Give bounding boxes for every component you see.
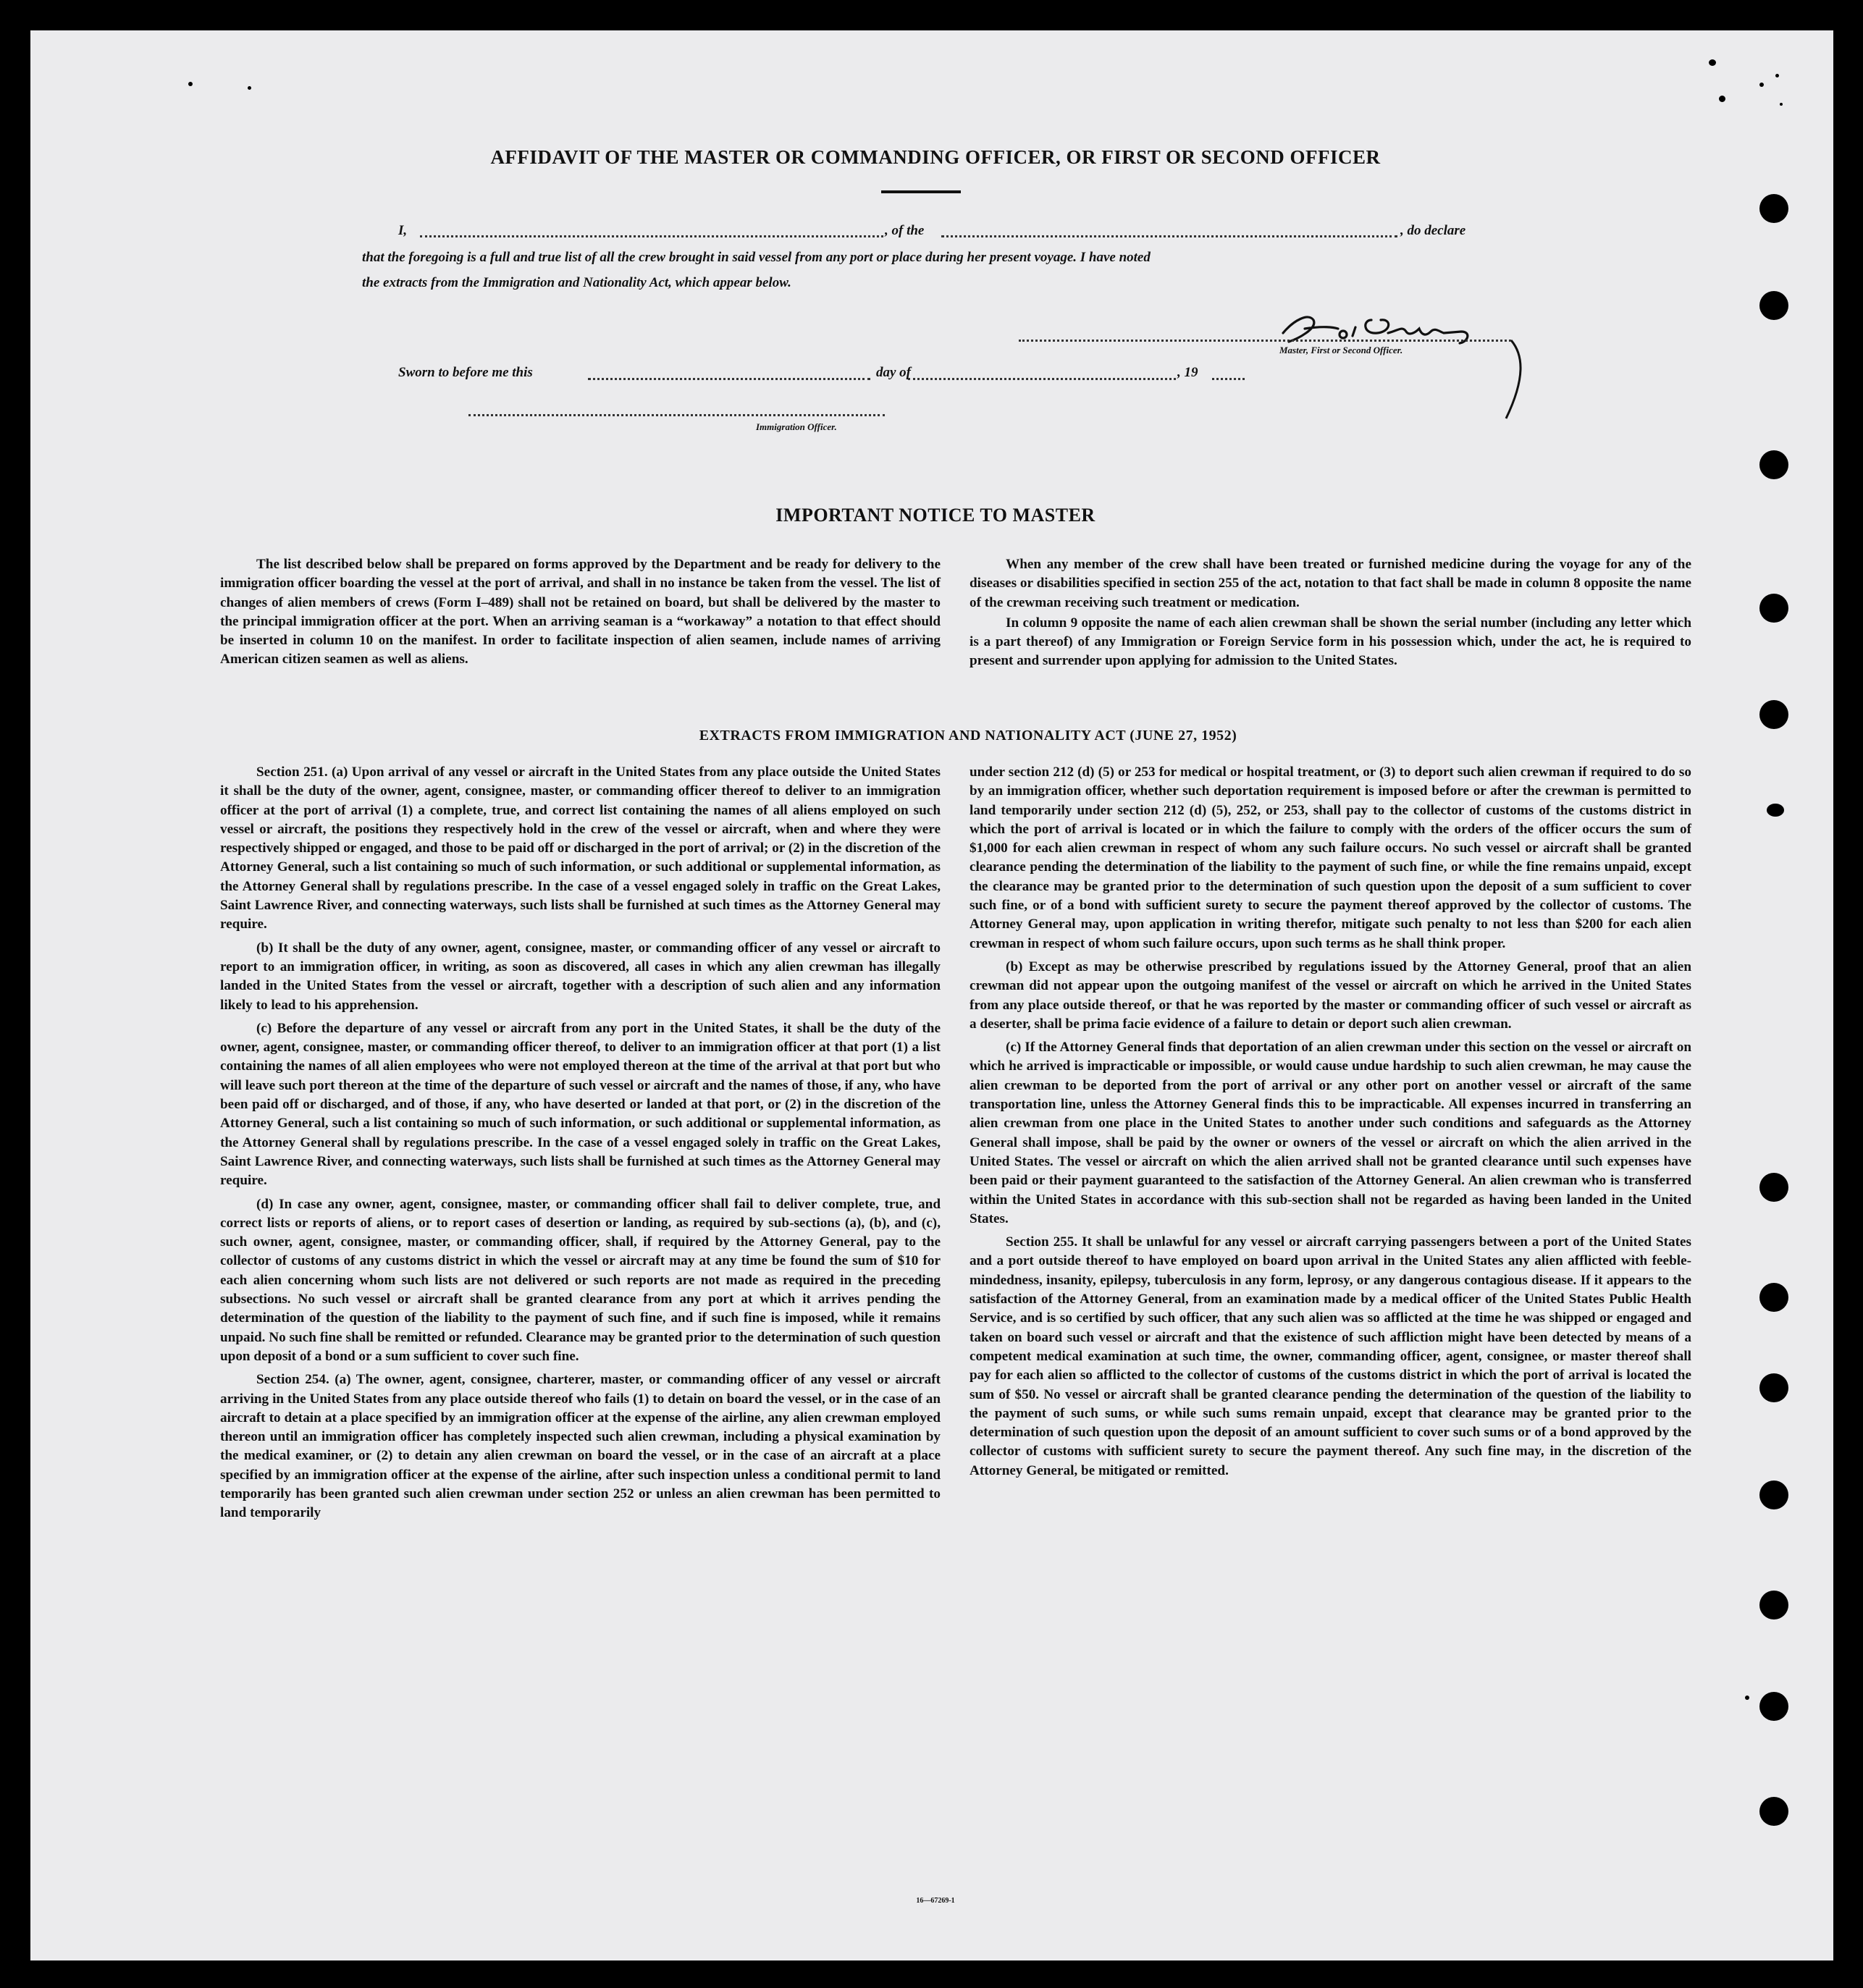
title-rule	[881, 190, 961, 193]
affidavit-title: AFFIDAVIT OF THE MASTER OR COMMANDING OFFICER, OR FIRST OR SECOND OFFICER	[490, 146, 1381, 168]
punch-hole	[1759, 450, 1788, 479]
extract-paragraph: (b) Except as may be otherwise prescribed by regulations issued by the Attorney General, proof that an alien crewman did not appear upon the outgoing manifest of the vessel or aircraft on which he arrived in the United States from any place outside thereof, or that he was reported by the master or commanding officer of such vessel or aircraft as a deserter, shall be prima facie evidence of a failure to detain or deport such alien crewman.	[970, 959, 1691, 1032]
extract-paragraph: (d) In case any owner, agent, consignee, master, or commanding officer shall fail to deliver complete, true, and correct lists or reports of aliens, or to report cases of desertion or landing, as required by sub-sections (a), (b), and (c), such owner, agent, consignee, master, or commanding officer, shall, if required by the Attorney General, pay to the collector of customs of any customs district in which the vessel or aircraft may at any time be found the sum of $10 for each alien concerning whom such lists are not delivered or such reports are not made as required in the preceding subsections. No such vessel or aircraft shall be granted clearance from any port at which it arrives pending the determination of the question of the liability to the payment of such fine, and if such fine is imposed, while it remains unpaid. No such fine shall be remitted or refunded. Clearance may be granted prior to the determination of such question upon deposit of a bond or a sum sufficient to cover such fine.	[220, 1196, 941, 1364]
vessel-field[interactable]	[941, 235, 1397, 237]
extract-paragraph: Section 254. (a) The owner, agent, consignee, charterer, master, or commanding officer of any vessel or aircraft arriving in the United States from any place outside thereof who fails (1) to detain on board the vessel, or in the case of an aircraft to detain at a place specified by an immigration officer at the expense of the airline, any alien crewman employed thereon until an immigration officer has completely inspected such alien crewman, including a physical examination by the medical examiner, or (2) to detain any alien crewman on board the vessel, or in the case of an aircraft at a place specified by an immigration officer at the expense of the airline, after such inspection unless a conditional permit to land temporarily has been granted such alien crewman under section 252 or unless an alien crewman has been permitted to land temporarily	[220, 1372, 941, 1521]
extract-paragraph: (c) Before the departure of any vessel or aircraft from any port in the United States, it shall be the duty of the owner, agent, consignee, master, or commanding officer thereof, to deliver to an immigration officer at that port (1) a list containing the names of all alien employees who were not employed thereon at the time of the arrival at that port but who will leave such port thereon at the time of the departure of such vessel or aircraft and the names of those, if any, who have been paid off or discharged, and of those, if any, who have deserted or landed at that port, or (2) in the discretion of the Attorney General, such a list containing so much of such information, or such additional or supplemental information, as the Attorney General shall by regulations prescribe. In the case of a vessel engaged solely in traffic on the Great Lakes, Saint Lawrence River, and connecting waterways, such lists shall be furnished at such times as the Attorney General may require.	[220, 1020, 941, 1189]
punch-hole	[1759, 1283, 1788, 1312]
year-label: , 19	[1177, 365, 1198, 380]
immigration-officer-line[interactable]	[468, 414, 885, 416]
notice-paragraph: When any member of the crew shall have been treated or furnished medicine during the voyage for any of the diseases or disabilities specified in section 255 of the act, notation to that fact shall be made in column 8 opposite the name of the crewman receiving such treatment or medication.	[970, 557, 1691, 610]
form-number: 16—67269-1	[916, 1897, 955, 1905]
signature-caption: Master, First or Second Officer.	[1279, 345, 1403, 355]
speck	[1775, 74, 1779, 77]
punch-hole	[1759, 594, 1788, 623]
notice-left-column	[220, 555, 941, 671]
signature-line[interactable]	[1019, 340, 1511, 342]
do-declare-label: , do declare	[1400, 223, 1466, 238]
handwritten-signature	[1254, 291, 1580, 421]
extract-paragraph: Section 251. (a) Upon arrival of any vessel or aircraft in the United States from any place outside the United States it shall be the duty of the owner, agent, consignee, master, or commanding officer thereof to deliver to an immigration officer at the port of arrival (1) a complete, true, and correct list containing the names of all aliens employed on such vessel or aircraft, the positions they respectively hold in the crew of the vessel or aircraft, when and where they were respectively shipped or engaged, and those to be paid off or discharged in the port of arrival; or (2) in the discretion of the Attorney General, such a list containing so much of such information, or such additional or supplemental information, as the Attorney General shall by regulations prescribe. In the case of a vessel engaged solely in traffic on the Great Lakes, Saint Lawrence River, and connecting waterways, such lists shall be furnished at such times as the Attorney General may require.	[220, 765, 941, 932]
punch-hole	[1759, 1173, 1788, 1202]
name-field[interactable]	[420, 235, 883, 237]
extracts-right-column	[970, 763, 1691, 1485]
punch-hole	[1759, 1591, 1788, 1620]
sworn-month-field[interactable]	[908, 378, 1176, 380]
extract-paragraph: Section 255. It shall be unlawful for any vessel or aircraft carrying passengers between a port of the United States and a port outside thereof to have employed on board upon arrival in the United States any alien afflicted with feeble-mindedness, insanity, epilepsy, tuberculosis in any form, leprosy, or any dangerous contagious disease. If it appears to the satisfaction of the Attorney General, from an examination made by a medical officer of the United States Public Health Service, and is so certified by such officer, that any such alien was so afflicted at the time he was shipped or engaged and taken on board such vessel or aircraft and that the existence of such affliction might have been detected by means of a competent medical examination at such time, the owner, commanding officer, agent, consignee, or master thereof shall pay for each alien so afflicted to the collector of customs of the customs district in which the port of arrival is located the sum of $50. No vessel or aircraft shall be granted clearance pending the determination of the question of the liability to the payment of such sums, or while such sums remain unpaid, except that clearance may be granted prior to the determination of such question upon the deposit of an amount sufficient to cover such sums or of a bond approved by the collector of customs with sufficient surety to secure the payment thereof. Any such fine may, in the discretion of the Attorney General, be mitigated or remitted.	[970, 1234, 1691, 1478]
notice-paragraph: The list described below shall be prepared on forms approved by the Department and be ready for delivery to the immigration officer boarding the vessel at the port of arrival, and shall in no instance be taken from the vessel. The list of changes of alien members of crews (Form I–489) shall not be retained on board, but shall be delivered by the master to the principal immigration officer at the port. When an arriving seaman is a “workaway” a notation to that effect should be inserted in column 10 on the manifest. In order to facilitate inspection of alien seamen, include names of arriving American citizen seamen as well as aliens.	[220, 557, 941, 667]
notice-right-column	[970, 555, 1691, 673]
day-of-label: day of	[876, 365, 912, 380]
sworn-day-field[interactable]	[588, 378, 870, 380]
speck	[1709, 59, 1716, 66]
immigration-officer-caption: Immigration Officer.	[756, 421, 837, 432]
extracts-left-column	[220, 763, 941, 1528]
declaration-line-2: that the foregoing is a full and true list of all the crew brought in said vessel from any port or place during her present voyage. I have noted	[362, 250, 1151, 265]
extract-paragraph: under section 212 (d) (5) or 253 for medical or hospital treatment, or (3) to deport such alien crewman if required to do so by an immigration officer, whether such deportation requirement is imposed before or after the crewman is permitted to land temporarily under section 212 (d) (5), 252, or 253, shall pay to the collector of customs of the customs district in which the port of arrival is located or in which the failure to comply with the orders of the officer occurs the sum of $1,000 for each alien crewman in respect of whom any such failure occurs. No such vessel or aircraft shall be granted clearance pending the determination of the liability to the payment of such fine, or while the fine remains unpaid, except the clearance may be granted prior to the determination of such question upon the deposit of a sum sufficient to cover such fine, or of a bond with sufficient surety to secure the payment thereof approved by the collector of customs. The Attorney General may, upon application in writing therefor, mitigate such penalty to not less than $200 for each alien crewman in respect of whom such failure occurs, upon such terms as he shall think proper.	[970, 765, 1691, 951]
declaration-line-3: the extracts from the Immigration and Nationality Act, which appear below.	[362, 275, 791, 290]
speck	[1745, 1696, 1749, 1700]
punch-hole	[1759, 291, 1788, 320]
extract-paragraph: (b) It shall be the duty of any owner, agent, consignee, master, or commanding officer of any vessel or aircraft to report to an immigration officer, in writing, as soon as discovered, all cases in which any alien crewman has illegally landed in the United States from the vessel or aircraft, together with a description of such alien and any information likely to lead to his apprehension.	[220, 940, 941, 1013]
punch-hole	[1759, 1481, 1788, 1509]
of-the-label: , of the	[885, 223, 925, 238]
punch-hole	[1759, 194, 1788, 223]
speck	[188, 82, 193, 86]
notice-paragraph: In column 9 opposite the name of each alien crewman shall be shown the serial number (including any letter which is a part thereof) of any Immigration or Foreign Service form in his possession which, under the act, he is required to present and surrender upon applying for admission to the United States.	[970, 615, 1691, 669]
punch-hole	[1759, 1373, 1788, 1402]
punch-hole	[1759, 700, 1788, 729]
punch-hole	[1759, 1797, 1788, 1826]
document-page	[30, 30, 1833, 1960]
speck	[1780, 103, 1783, 106]
speck	[1759, 83, 1764, 87]
punch-hole	[1759, 1692, 1788, 1721]
i-label: I,	[398, 223, 408, 238]
extracts-title: EXTRACTS FROM IMMIGRATION AND NATIONALITY ACT (JUNE 27, 1952)	[699, 728, 1237, 744]
speck	[248, 86, 251, 90]
speck	[1767, 804, 1784, 817]
sworn-year-field[interactable]	[1212, 378, 1245, 380]
sworn-label: Sworn to before me this	[398, 365, 533, 380]
extract-paragraph: (c) If the Attorney General finds that deportation of an alien crewman under this section on the vessel or aircraft on which he arrived is impracticable or impossible, or would cause undue hardship to such alien crewman, he may cause the alien crewman to be deported from the port of arrival or any other port on another vessel or aircraft of the same transportation line, unless the Attorney General finds this to be impracticable. All expenses incurred in transferring an alien crewman from one place in the United States to another under such conditions and safeguards as the Attorney General shall impose, shall be paid by the owner or owners of the vessel or aircraft on which the alien arrived in the United States. The vessel or aircraft on which the alien arrived shall not be granted clearance until such expenses have been paid or their payment guaranteed to the satisfaction of the Attorney General. An alien crewman who is transferred within the United States in accordance with this sub-section shall not be regarded as having been landed in the United States.	[970, 1040, 1691, 1226]
notice-title: IMPORTANT NOTICE TO MASTER	[775, 505, 1095, 526]
speck	[1719, 96, 1725, 102]
